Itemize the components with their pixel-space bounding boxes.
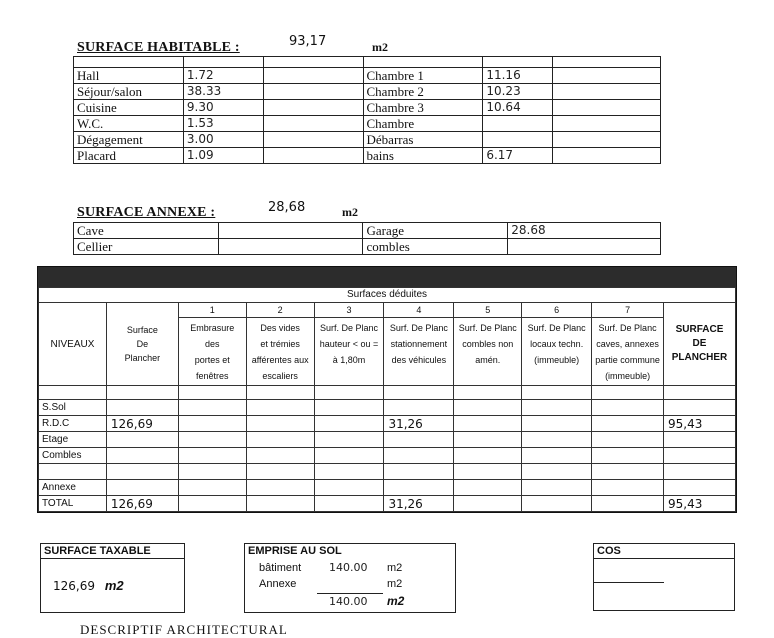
table-header-bar bbox=[38, 267, 736, 287]
surface-plancher-header: Surface De Plancher bbox=[106, 303, 178, 386]
annex-label: Garage bbox=[363, 223, 508, 239]
table-row bbox=[74, 100, 661, 116]
room-label: Séjour/salon bbox=[74, 84, 184, 100]
col-description: Embrasure des portes et fenêtres bbox=[178, 318, 246, 386]
level-label: Etage bbox=[39, 432, 107, 448]
annex-value: 28.68 bbox=[508, 223, 661, 239]
room-label: Chambre bbox=[363, 116, 483, 132]
total-result-value: 95,43 bbox=[664, 496, 736, 512]
table-row bbox=[74, 84, 661, 100]
room-label: Dégagement bbox=[74, 132, 184, 148]
room-value: 10.64 bbox=[483, 100, 553, 116]
room-value bbox=[483, 116, 553, 132]
annex-value bbox=[508, 239, 661, 255]
room-value: 38.33 bbox=[183, 84, 263, 100]
table-row bbox=[39, 400, 736, 416]
level-label: R.D.C bbox=[39, 416, 107, 432]
surface-annexe-title: SURFACE ANNEXE : bbox=[77, 205, 216, 220]
table-row bbox=[74, 148, 661, 164]
emprise-au-sol-box bbox=[244, 543, 456, 613]
room-value: 1.09 bbox=[183, 148, 263, 164]
col-description: Des vides et trémies afférentes aux escaliers bbox=[246, 318, 314, 386]
surface-taxable-title: SURFACE TAXABLE bbox=[41, 544, 184, 559]
room-value: 1.53 bbox=[183, 116, 263, 132]
surface-taxable-unit: m2 bbox=[104, 578, 124, 593]
room-value: 10.23 bbox=[483, 84, 553, 100]
total-label: TOTAL bbox=[39, 496, 107, 512]
cos-title: COS bbox=[594, 544, 734, 559]
room-label: Débarras bbox=[363, 132, 483, 148]
table-row bbox=[39, 480, 736, 496]
sum-line bbox=[317, 593, 383, 594]
surface-annexe-total: 28,68 bbox=[268, 200, 306, 215]
col-number: 4 bbox=[384, 303, 454, 318]
surface-habitable-table bbox=[73, 56, 661, 164]
total-stationnement-value: 31,26 bbox=[384, 496, 454, 512]
niveaux-header: NIVEAUX bbox=[39, 303, 107, 386]
room-label: Chambre 3 bbox=[363, 100, 483, 116]
table-row bbox=[74, 223, 661, 239]
room-value: 1.72 bbox=[183, 68, 263, 84]
level-label: Combles bbox=[39, 448, 107, 464]
surface-value: 126,69 bbox=[106, 416, 178, 432]
emprise-annexe-unit: m2 bbox=[387, 578, 403, 590]
result-value: 95,43 bbox=[664, 416, 736, 432]
room-label: Cuisine bbox=[74, 100, 184, 116]
surface-annexe-table bbox=[73, 222, 661, 255]
col-description: Surf. De Planc combles non amén. bbox=[454, 318, 522, 386]
surface-habitable-total: 93,17 bbox=[289, 34, 327, 49]
total-surface-value: 126,69 bbox=[106, 496, 178, 512]
level-label: Annexe bbox=[39, 480, 107, 496]
room-label: Chambre 2 bbox=[363, 84, 483, 100]
surfaces-deduites-header: Surfaces déduites bbox=[39, 288, 736, 303]
col-number: 6 bbox=[522, 303, 592, 318]
room-label: Placard bbox=[74, 148, 184, 164]
table-row bbox=[39, 432, 736, 448]
emprise-total-unit: m2 bbox=[387, 594, 405, 608]
room-value: 6.17 bbox=[483, 148, 553, 164]
annex-label: combles bbox=[363, 239, 508, 255]
cos-divider bbox=[594, 582, 664, 583]
emprise-batiment-value: 140.00 bbox=[329, 561, 368, 574]
room-value bbox=[483, 132, 553, 148]
col-description: Surf. De Planc caves, annexes partie commune (immeuble) bbox=[592, 318, 664, 386]
surface-taxable-box bbox=[40, 543, 185, 613]
col-number: 3 bbox=[314, 303, 384, 318]
col-number: 2 bbox=[246, 303, 314, 318]
surface-de-plancher-header: SURFACE DE PLANCHER bbox=[664, 303, 736, 386]
surface-annexe-unit: m2 bbox=[342, 205, 358, 219]
surface-habitable-unit: m2 bbox=[372, 40, 388, 54]
emprise-batiment-label: bâtiment bbox=[259, 562, 302, 574]
table-row bbox=[39, 448, 736, 464]
annex-label: Cellier bbox=[74, 239, 219, 255]
room-value: 9.30 bbox=[183, 100, 263, 116]
table-row bbox=[39, 464, 736, 480]
room-label: W.C. bbox=[74, 116, 184, 132]
emprise-batiment-unit: m2 bbox=[387, 562, 403, 574]
room-value: 11.16 bbox=[483, 68, 553, 84]
room-value: 3.00 bbox=[183, 132, 263, 148]
table-row bbox=[74, 116, 661, 132]
surface-taxable-value: 126,69 bbox=[53, 579, 95, 593]
emprise-total-value: 140.00 bbox=[329, 595, 368, 608]
col-description: Surf. De Planc hauteur < ou = à 1,80m bbox=[314, 318, 384, 386]
col-number: 7 bbox=[592, 303, 664, 318]
emprise-annexe-label: Annexe bbox=[259, 578, 297, 590]
stationnement-value: 31,26 bbox=[384, 416, 454, 432]
table-row bbox=[74, 132, 661, 148]
room-label: Hall bbox=[74, 68, 184, 84]
col-number: 5 bbox=[454, 303, 522, 318]
annex-label: Cave bbox=[74, 223, 219, 239]
footer-heading: DESCRIPTIF ARCHITECTURAL bbox=[80, 622, 288, 637]
level-label: S.Sol bbox=[39, 400, 107, 416]
emprise-title: EMPRISE AU SOL bbox=[248, 545, 342, 557]
cos-box bbox=[593, 543, 735, 611]
table-row bbox=[39, 416, 736, 432]
col-description: Surf. De Planc locaux techn. (immeuble) bbox=[522, 318, 592, 386]
col-description: Surf. De Planc stationnement des véhicules bbox=[384, 318, 454, 386]
col-number: 1 bbox=[178, 303, 246, 318]
table-row bbox=[74, 68, 661, 84]
table-row-total bbox=[39, 496, 736, 512]
room-label: bains bbox=[363, 148, 483, 164]
surface-plancher-table bbox=[37, 266, 737, 513]
surface-habitable-title: SURFACE HABITABLE : bbox=[77, 40, 240, 55]
room-label: Chambre 1 bbox=[363, 68, 483, 84]
table-row bbox=[74, 239, 661, 255]
